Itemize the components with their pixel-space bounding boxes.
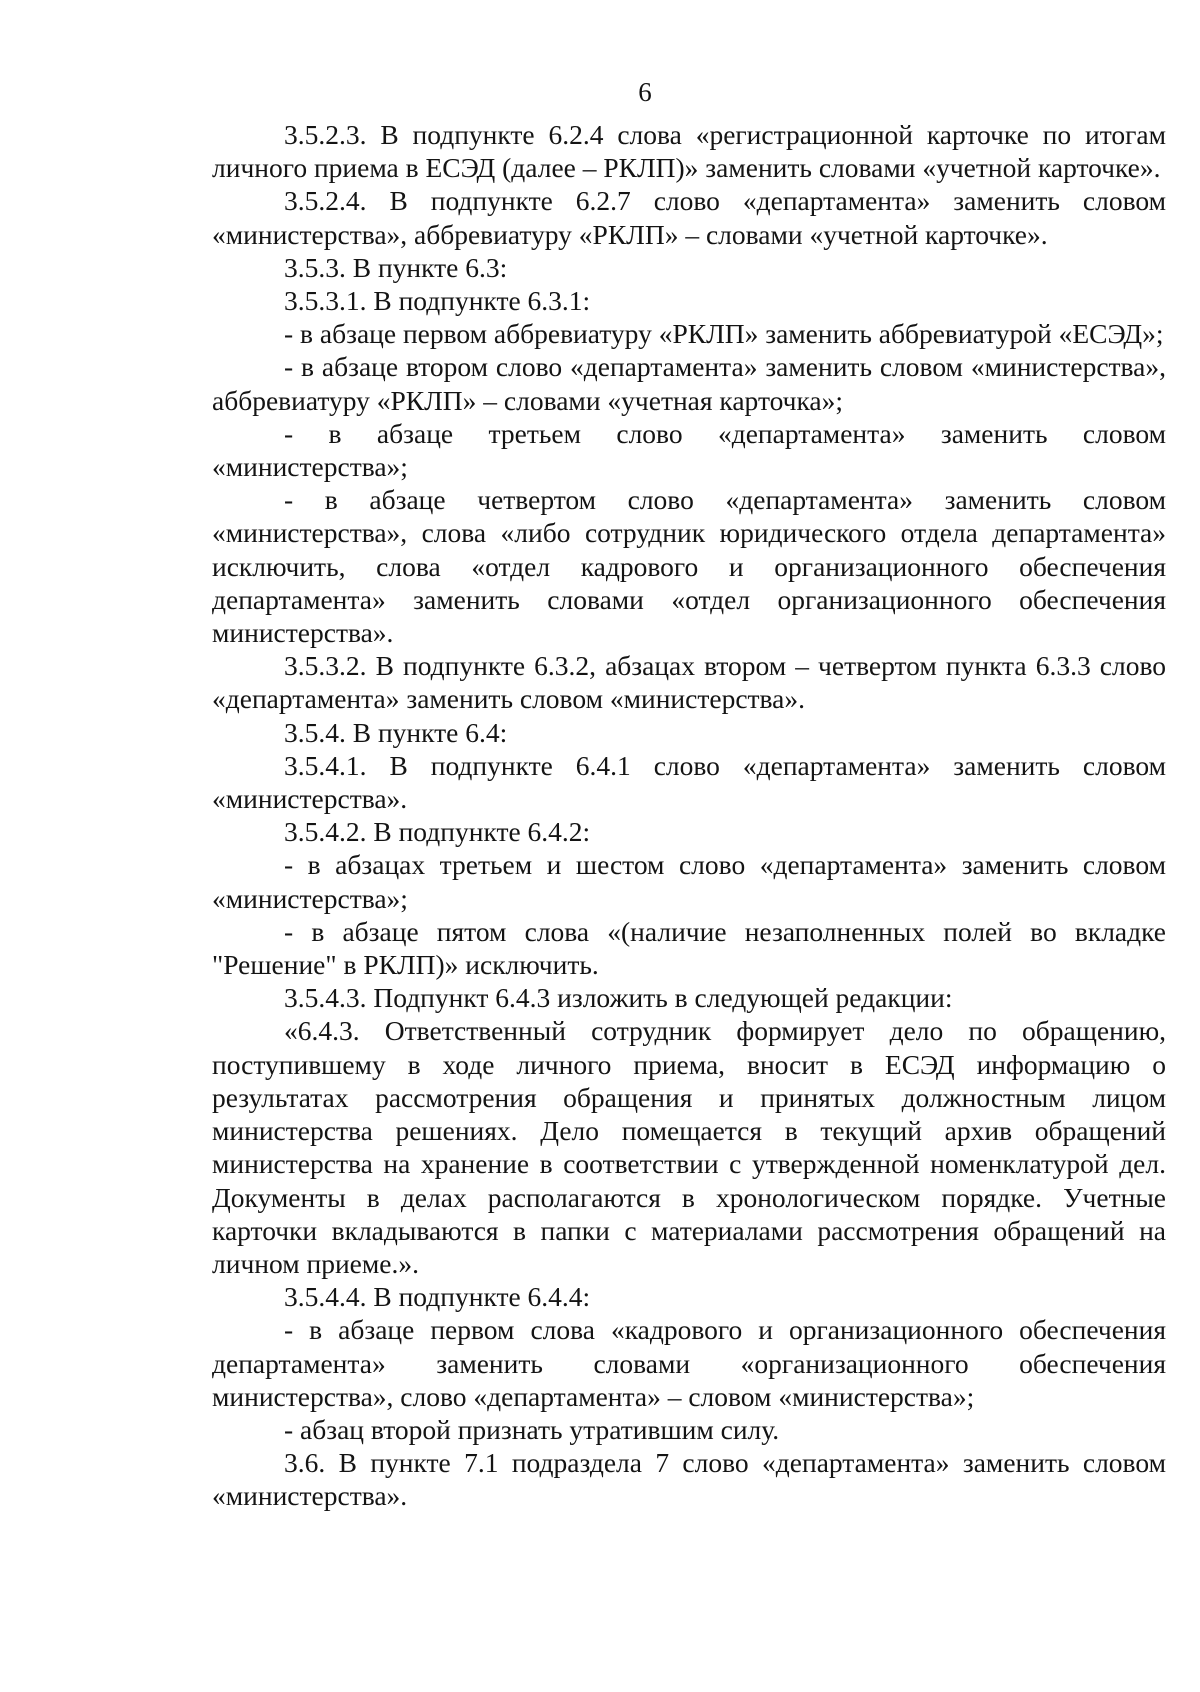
paragraph-quoted-6-4-3: «6.4.3. Ответственный сотрудник формирует дело по обращению, поступившему в ходе личного приема, вносит в ЕСЭД информацию о результатах рассмотрения обращения и принятых должностным лицом министерства решениях. Дело помещается в текущий архив обращений министерства на хранение в соответствии с утвержденной номенклатурой дел. Документы в делах располагаются в хронологическом порядке. Учетные карточки вкладываются в папки с материалами рассмотрения обращений на личном приеме.». <box>212 1015 1166 1279</box>
paragraph-item: - в абзацах третьем и шестом слово «департамента» заменить словом «министерства»; <box>212 849 1166 914</box>
paragraph-3-5-3-1: 3.5.3.1. В подпункте 6.3.1: <box>284 285 591 317</box>
paragraph-item: - абзац второй признать утратившим силу. <box>284 1413 780 1445</box>
paragraph-3-5-3-2: 3.5.3.2. В подпункте 6.3.2, абзацах втором – четвертом пункта 6.3.3 слово «департамента» заменить словом «министерства». <box>212 650 1166 715</box>
paragraph-item: - в абзаце первом слова «кадрового и организационного обеспечения департамента» заменить словами «организационного обеспечения министерства», слово «департамента» – словом «министерства»; <box>212 1314 1166 1412</box>
paragraph-item: - в абзаце первом аббревиатуру «РКЛП» заменить аббревиатурой «ЕСЭД»; <box>284 318 1164 350</box>
paragraph-item: - в абзаце втором слово «департамента» заменить словом «министерства», аббревиатуру «РКЛП» – словами «учетная карточка»; <box>212 351 1166 416</box>
paragraph-3-5-4-1: 3.5.4.1. В подпункте 6.4.1 слово «департамента» заменить словом «министерства». <box>212 749 1166 815</box>
paragraph-item: - в абзаце третьем слово «департамента» заменить словом «министерства»; <box>212 417 1166 483</box>
paragraph-3-5-4-4: 3.5.4.4. В подпункте 6.4.4: <box>284 1281 591 1313</box>
paragraph-3-5-3: 3.5.3. В пункте 6.3: <box>284 251 508 283</box>
paragraph-item: - в абзаце пятом слова «(наличие незаполненных полей во вкладке "Решение" в РКЛП)» исключить. <box>212 915 1166 981</box>
paragraph-3-5-4-2: 3.5.4.2. В подпункте 6.4.2: <box>284 816 591 848</box>
paragraph-3-5-2-4: 3.5.2.4. В подпункте 6.2.7 слово «департамента» заменить словом «министерства», аббревиатуру «РКЛП» – словами «учетной карточке». <box>212 185 1166 250</box>
paragraph-3-5-2-3: 3.5.2.3. В подпункте 6.2.4 слова «регистрационной карточке по итогам личного приема в ЕСЭД (далее – РКЛП)» заменить словами «учетной карточке». <box>212 119 1166 184</box>
page-number: 6 <box>638 77 652 107</box>
paragraph-3-5-4: 3.5.4. В пункте 6.4: <box>284 716 508 748</box>
document-body <box>212 118 1166 1513</box>
paragraph-item: - в абзаце четвертом слово «департамента» заменить словом «министерства», слова «либо сотрудник юридического отдела департамента» исключить, слова «отдел кадрового и организационного обеспечения департамента» заменить словами «отдел организационного обеспечения министерства». <box>212 484 1166 649</box>
paragraph-3-6: 3.6. В пункте 7.1 подраздела 7 слово «департамента» заменить словом «министерства». <box>212 1447 1166 1512</box>
paragraph-3-5-4-3: 3.5.4.3. Подпункт 6.4.3 изложить в следующей редакции: <box>284 982 953 1014</box>
